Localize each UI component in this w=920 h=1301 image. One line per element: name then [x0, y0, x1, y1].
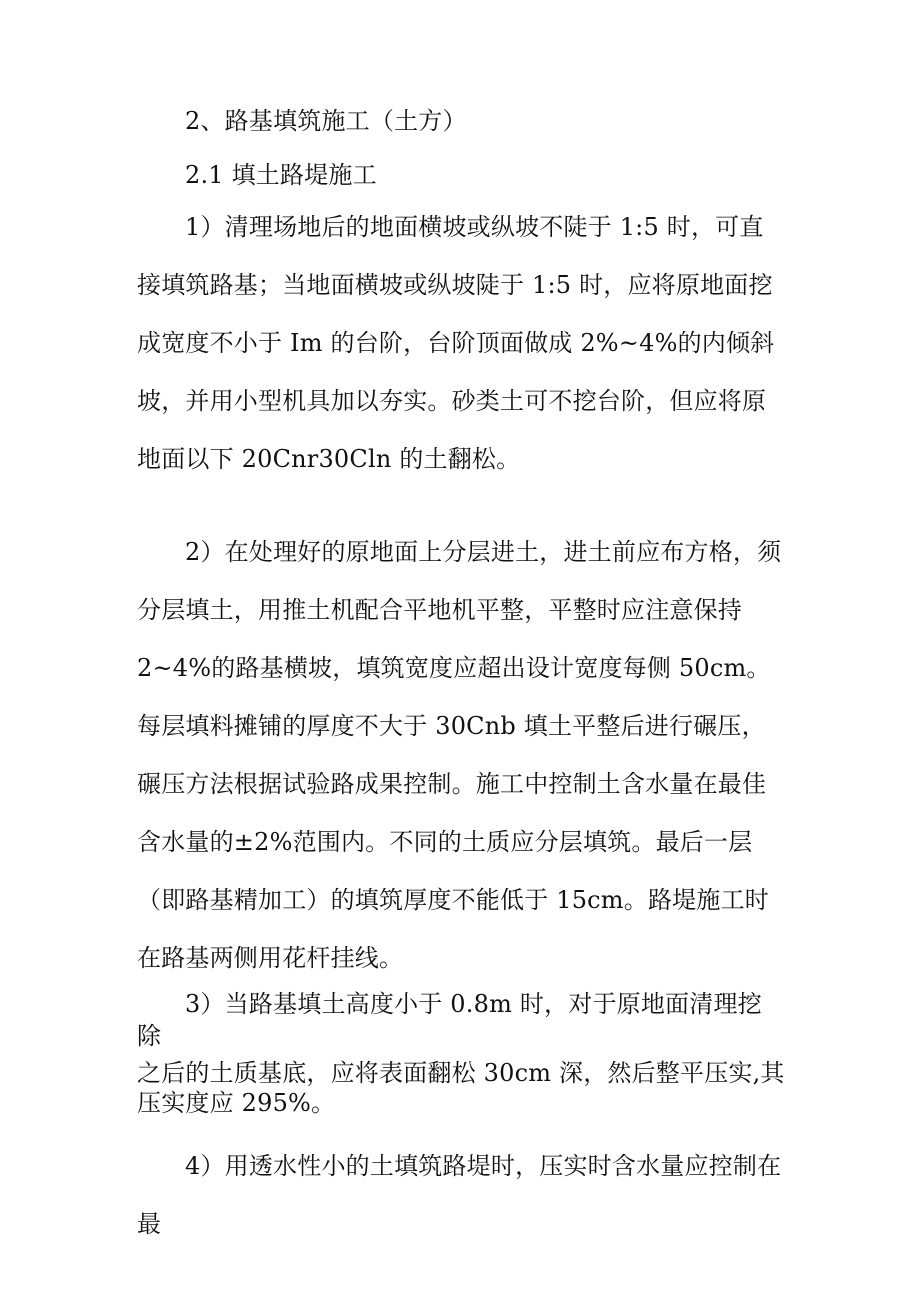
section-heading: 2、路基填筑施工（土方） — [185, 107, 467, 135]
paragraph-1: 1）清理场地后的地面横坡或纵坡不陡于 1:5 时，可直接填筑路基；当地面横坡或纵坡陡于 1:5 时，应将原地面挖成宽度不小于 Im 的台阶，台阶顶面做成 2%~4%的内倾斜坡，并用小型机具加以夯实。砂类土可不挖台阶，但应将原地面以下 20Cnr30Cln 的土翻松。 — [137, 213, 775, 473]
paragraph-3-first-line: 3）当路基填土高度小于 0.8m 时，对于原地面清理挖除 — [137, 990, 762, 1050]
paragraph-4: 4）用透水性小的土填筑路堤时，压实时含水量应控制在最 — [137, 1152, 782, 1238]
paragraph-2: 2）在处理好的原地面上分层进土，进土前应布方格，须分层填土，用推土机配合平地机平整，平整时应注意保持 2~4%的路基横坡，填筑宽度应超出设计宽度每侧 50cm。每层填料摊铺的厚度不大于 30Cnb 填土平整后进行碾压，碾压方法根据试验路成果控制。施工中控制土含水量在最佳含水量的±2%范围内。不同的土质应分层填筑。最后一层（即路基精加工）的填筑厚度不能低于 15cm。路堤施工时在路基两侧用花杆挂线。 — [137, 538, 782, 972]
subsection-heading: 2.1 填土路堤施工 — [185, 161, 377, 189]
paragraph-3-continuation: 之后的土质基底，应将表面翻松 30cm 深，然后整平压实,其压实度应 295%。 — [137, 1059, 785, 1117]
